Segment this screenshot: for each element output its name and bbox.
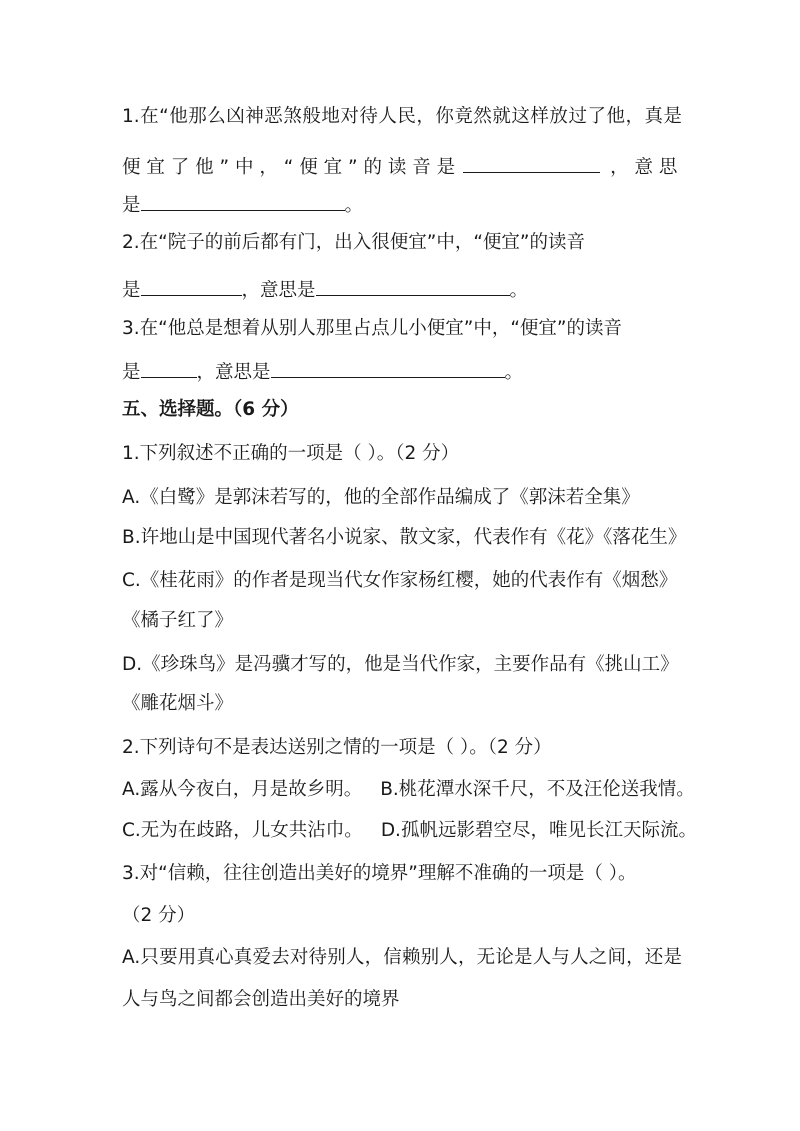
q5-3-score: （2 分） (122, 905, 196, 926)
q5-2-option-c: C.无为在歧路，儿女共沾巾。 (122, 820, 363, 841)
q5-1-stem: 1.下列叙述不正确的一项是（ ）。（2 分） (122, 443, 460, 464)
q5-1-option-d: D.《珍珠鸟》是冯骥才写的，他是当代作家，主要作品有《挑山工》 (122, 654, 679, 675)
meaning-blank-2[interactable] (316, 275, 510, 296)
pronunciation-blank-2[interactable] (141, 275, 242, 296)
q4-2-line1: 2.在“院子的前后都有门，出入很便宜”中，“便宜”的读音 (122, 232, 585, 253)
q4-2-line2-end: 。 (509, 280, 529, 301)
q4-1-line2-meaning-label: ， 意 思 (610, 157, 678, 178)
q4-3-line2 (122, 357, 682, 385)
q5-2-option-b: B.桃花潭水深千尺，不及汪伦送我情。 (380, 779, 695, 800)
q4-1-line2-text: 便 宜 了 他 ” 中 ， “ 便 宜 ” 的 读 音 是 (122, 157, 456, 178)
q4-3-line2-meaning-label: ，意思是 (196, 362, 271, 383)
q4-1-line1: 1.在“他那么凶神恶煞般地对待人民，你竟然就这样放过了他，真是 (122, 106, 682, 127)
q5-1-option-a: A.《白鹭》是郭沫若写的，他的全部作品编成了《郭沫若全集》 (122, 487, 640, 508)
q5-1-option-c: C.《桂花雨》的作者是现当代女作家杨红樱，她的代表作有《烟愁》 (122, 570, 678, 591)
q5-2-options-row1 (122, 776, 695, 804)
q5-2-options-row2 (122, 817, 697, 845)
q4-2-line2-meaning-label: ，意思是 (241, 280, 316, 301)
q5-2-option-d: D.孤帆远影碧空尽，唯见长江天际流。 (380, 820, 697, 841)
q4-2-line2-label: 是 (122, 280, 141, 301)
q5-3-option-a-cont: 人与鸟之间都会创造出美好的境界 (122, 989, 400, 1010)
q5-1-option-c-cont: 《橘子红了》 (122, 610, 234, 631)
q4-1-line3 (122, 190, 682, 218)
q4-1-line2 (122, 152, 682, 180)
q5-1-option-b: B.许地山是中国现代著名小说家、散文家，代表作有《花》《落花生》 (122, 527, 687, 548)
pronunciation-blank-1[interactable] (463, 152, 600, 173)
q5-2-option-a: A.露从今夜白，月是故乡明。 (122, 779, 363, 800)
meaning-blank-3[interactable] (271, 357, 505, 378)
q5-1-option-d-cont: 《雕花烟斗》 (122, 693, 234, 714)
q5-3-option-a: A.只要用真心真爱去对待别人，信赖别人，无论是人与人之间，还是 (122, 947, 682, 968)
section5-heading: 五、选择题。（6 分） (122, 399, 299, 420)
q4-1-line3-end: 。 (344, 195, 364, 216)
q4-3-line2-end: 。 (504, 362, 524, 383)
q5-3-stem: 3.对“信赖，往往创造出美好的境界”理解不准确的一项是（ ）。 (122, 863, 637, 884)
q5-2-stem: 2.下列诗句不是表达送别之情的一项是（ ）。（2 分） (122, 737, 552, 758)
q4-1-line3-label: 是 (122, 195, 141, 216)
q4-2-line2 (122, 275, 682, 303)
q4-3-line1: 3.在“他总是想着从别人那里占点儿小便宜”中，“便宜”的读音 (122, 318, 622, 339)
q4-3-line2-label: 是 (122, 362, 141, 383)
meaning-blank-1[interactable] (141, 190, 345, 211)
pronunciation-blank-3[interactable] (141, 357, 197, 378)
